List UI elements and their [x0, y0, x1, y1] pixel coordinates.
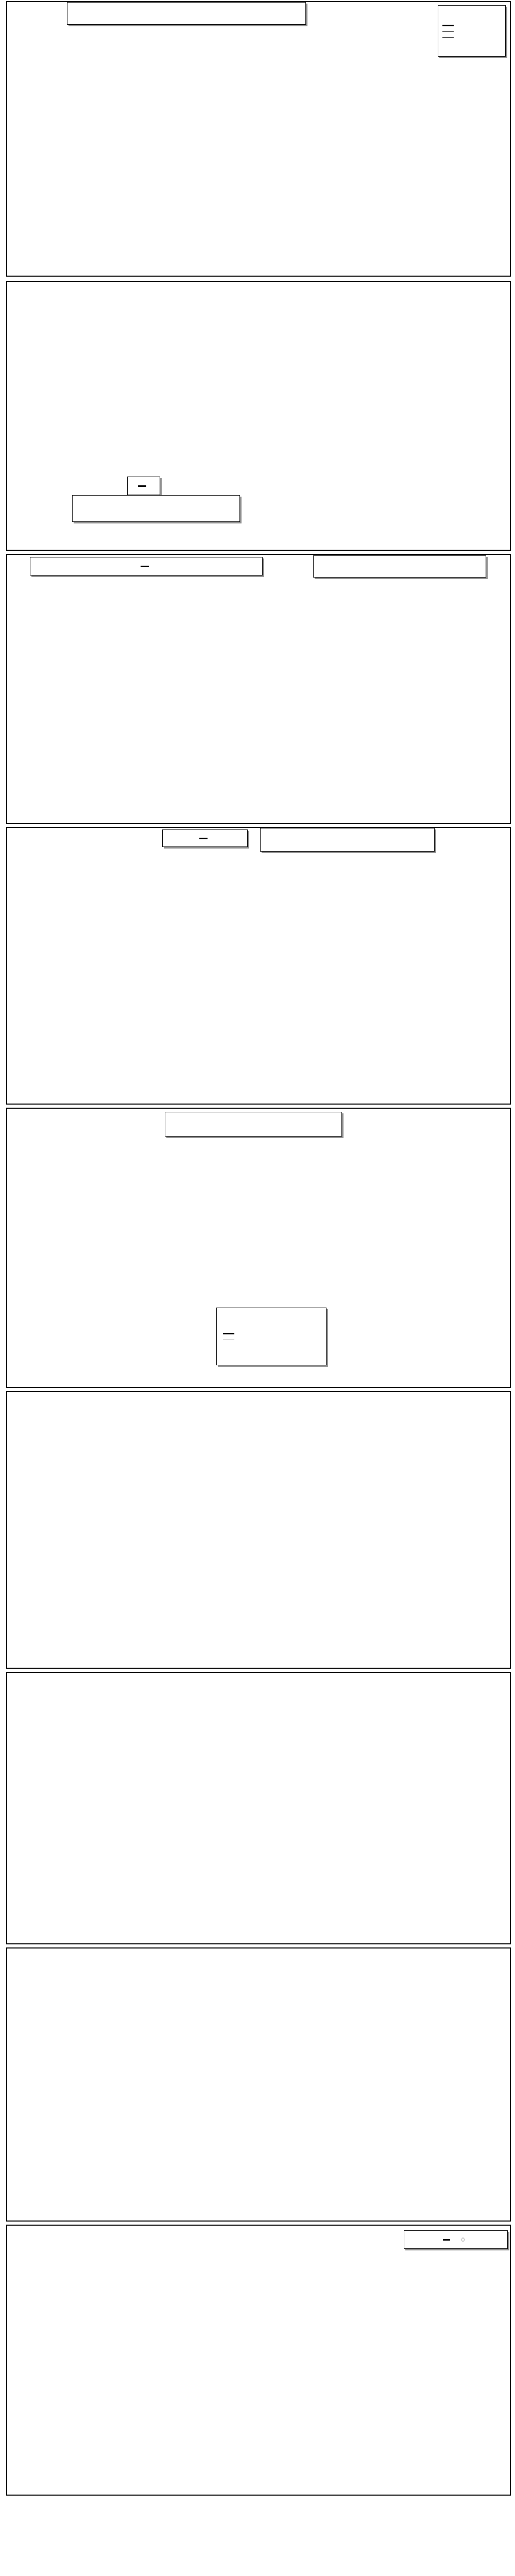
- chart-legend: [404, 2230, 508, 2249]
- air-temp-line-icon: [442, 25, 454, 26]
- chart-legend: [162, 829, 248, 847]
- wet-bulb-line-icon: [442, 31, 454, 32]
- chart-title-block: [62, 1397, 212, 1401]
- chart-title-block: [149, 1951, 368, 1974]
- panel-grass-temp: [6, 1108, 511, 1388]
- dew-point-line-icon: [442, 37, 454, 38]
- speed-line-icon: [443, 2239, 450, 2241]
- mixing-ratio-line-icon: [141, 566, 149, 567]
- pressure-line-icon: [199, 838, 208, 839]
- chart-legend: [216, 1308, 327, 1365]
- chart-title-box: [72, 495, 240, 522]
- grass-temp-line-icon: [223, 1333, 234, 1334]
- wind-speed-chart-canvas: [7, 2226, 510, 2495]
- speed-diamond-icon: ◇: [460, 2236, 466, 2243]
- mixing-ratio-chart-canvas: [7, 555, 510, 823]
- chart-note-block: [241, 2229, 402, 2231]
- panel-temperature: [6, 1, 511, 277]
- wind-direction-chart-canvas: [7, 1948, 510, 2221]
- panel-sunshine: [6, 1672, 511, 1944]
- chart-title-block: [173, 1675, 362, 1771]
- chart-title-box: [313, 555, 486, 578]
- temperature-chart-canvas: [7, 2, 510, 276]
- panel-relative-humidity: [6, 281, 511, 551]
- chart-legend: [438, 5, 506, 57]
- chart-legend: [30, 557, 263, 575]
- chart-title-box: [67, 2, 306, 25]
- panel-pressure: [6, 827, 511, 1105]
- pressure-chart-canvas: [7, 828, 510, 1104]
- chart-title-box: [165, 1112, 342, 1137]
- panel-mixing-ratio: [6, 554, 511, 824]
- chart-legend: [127, 477, 160, 495]
- panel-rainfall: [6, 1391, 511, 1669]
- panel-wind-speed: [6, 2225, 511, 2496]
- rh-line-icon: [138, 485, 146, 487]
- chart-title-box: [260, 828, 435, 852]
- panel-wind-direction: [6, 1947, 511, 2222]
- rainfall-chart-canvas: [7, 1392, 510, 1668]
